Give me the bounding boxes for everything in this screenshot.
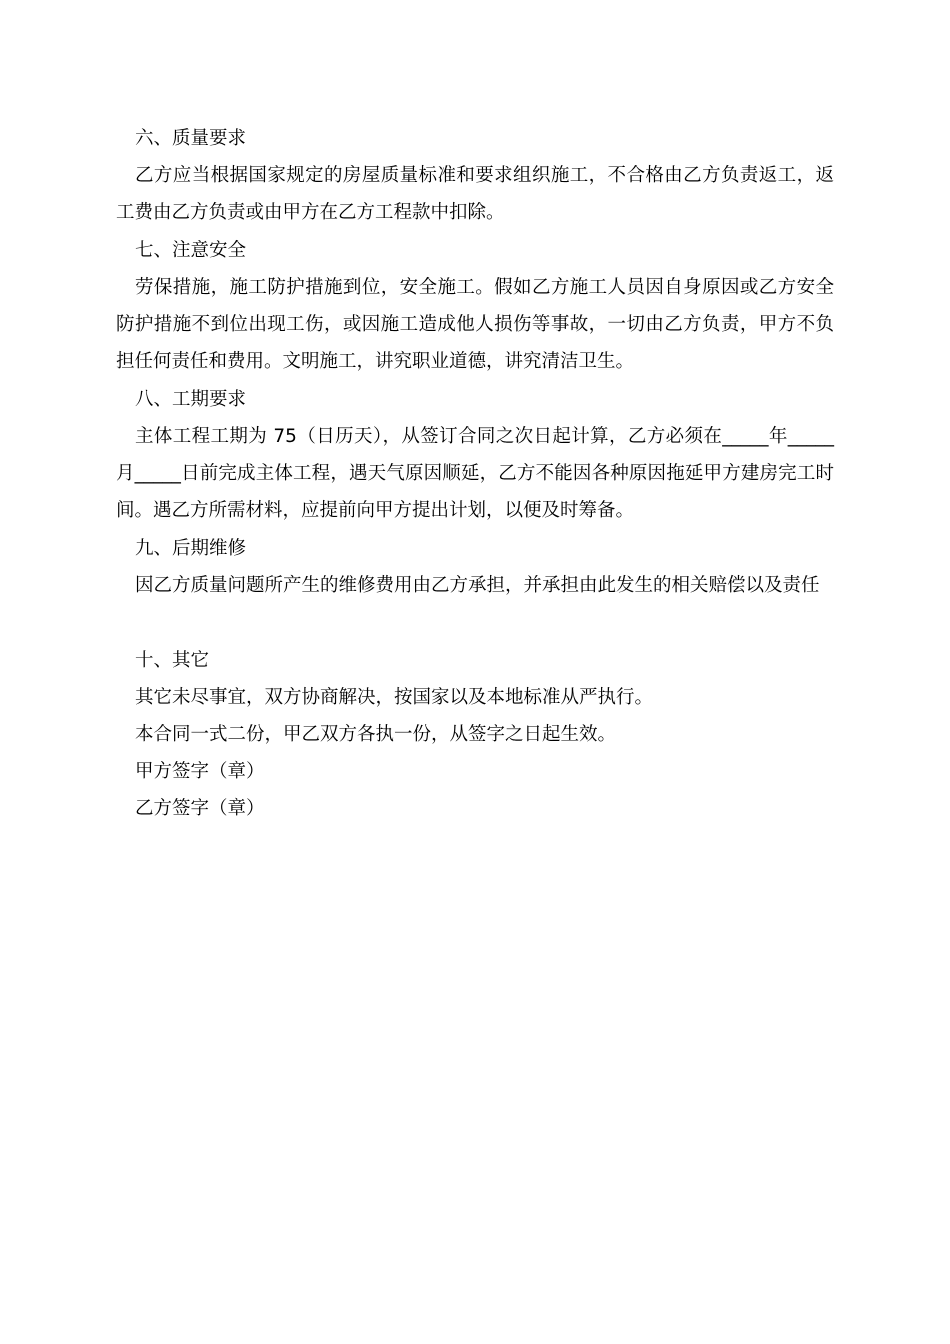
section-7-body: 劳保措施，施工防护措施到位，安全施工。假如乙方施工人员因自身原因或乙方安全防护措施不到位出现工伤，或因施工造成他人损伤等事故，一切由乙方负责，甲方不负担任何责任和费用。文明施工，讲究职业道德，讲究清洁卫生。 <box>116 277 834 372</box>
party-b-signature-label: 乙方签字（章） <box>135 798 265 819</box>
section-6-body: 乙方应当根据国家规定的房屋质量标准和要求组织施工，不合格由乙方负责返工，返工费由乙方负责或由甲方在乙方工程款中扣除。 <box>116 165 834 223</box>
section-7-title: 七、注意安全 <box>135 240 247 261</box>
section-9-body: 因乙方质量问题所产生的维修费用由乙方承担，并承担由此发生的相关赔偿以及责任 <box>135 575 820 596</box>
section-8-title: 八、工期要求 <box>135 389 247 410</box>
section-10-title: 十、其它 <box>135 650 210 671</box>
document-page <box>116 0 834 1344</box>
section-8-body: 主体工程工期为 75（日历天），从签订合同之次日起计算，乙方必须在_____年_____月_____日前完成主体工程，遇天气原因顺延，乙方不能因各种原因拖延甲方建房完工时间。遇乙方所需材料，应提前向甲方提出计划，以便及时筹备。 <box>116 426 834 521</box>
section-6-title: 六、质量要求 <box>135 128 247 149</box>
section-10-body: 其它未尽事宜，双方协商解决，按国家以及本地标准从严执行。 <box>135 687 654 708</box>
copies-clause: 本合同一式二份，甲乙双方各执一份，从签字之日起生效。 <box>135 724 617 745</box>
party-a-signature-label: 甲方签字（章） <box>135 761 265 782</box>
section-9-title: 九、后期维修 <box>135 538 247 559</box>
